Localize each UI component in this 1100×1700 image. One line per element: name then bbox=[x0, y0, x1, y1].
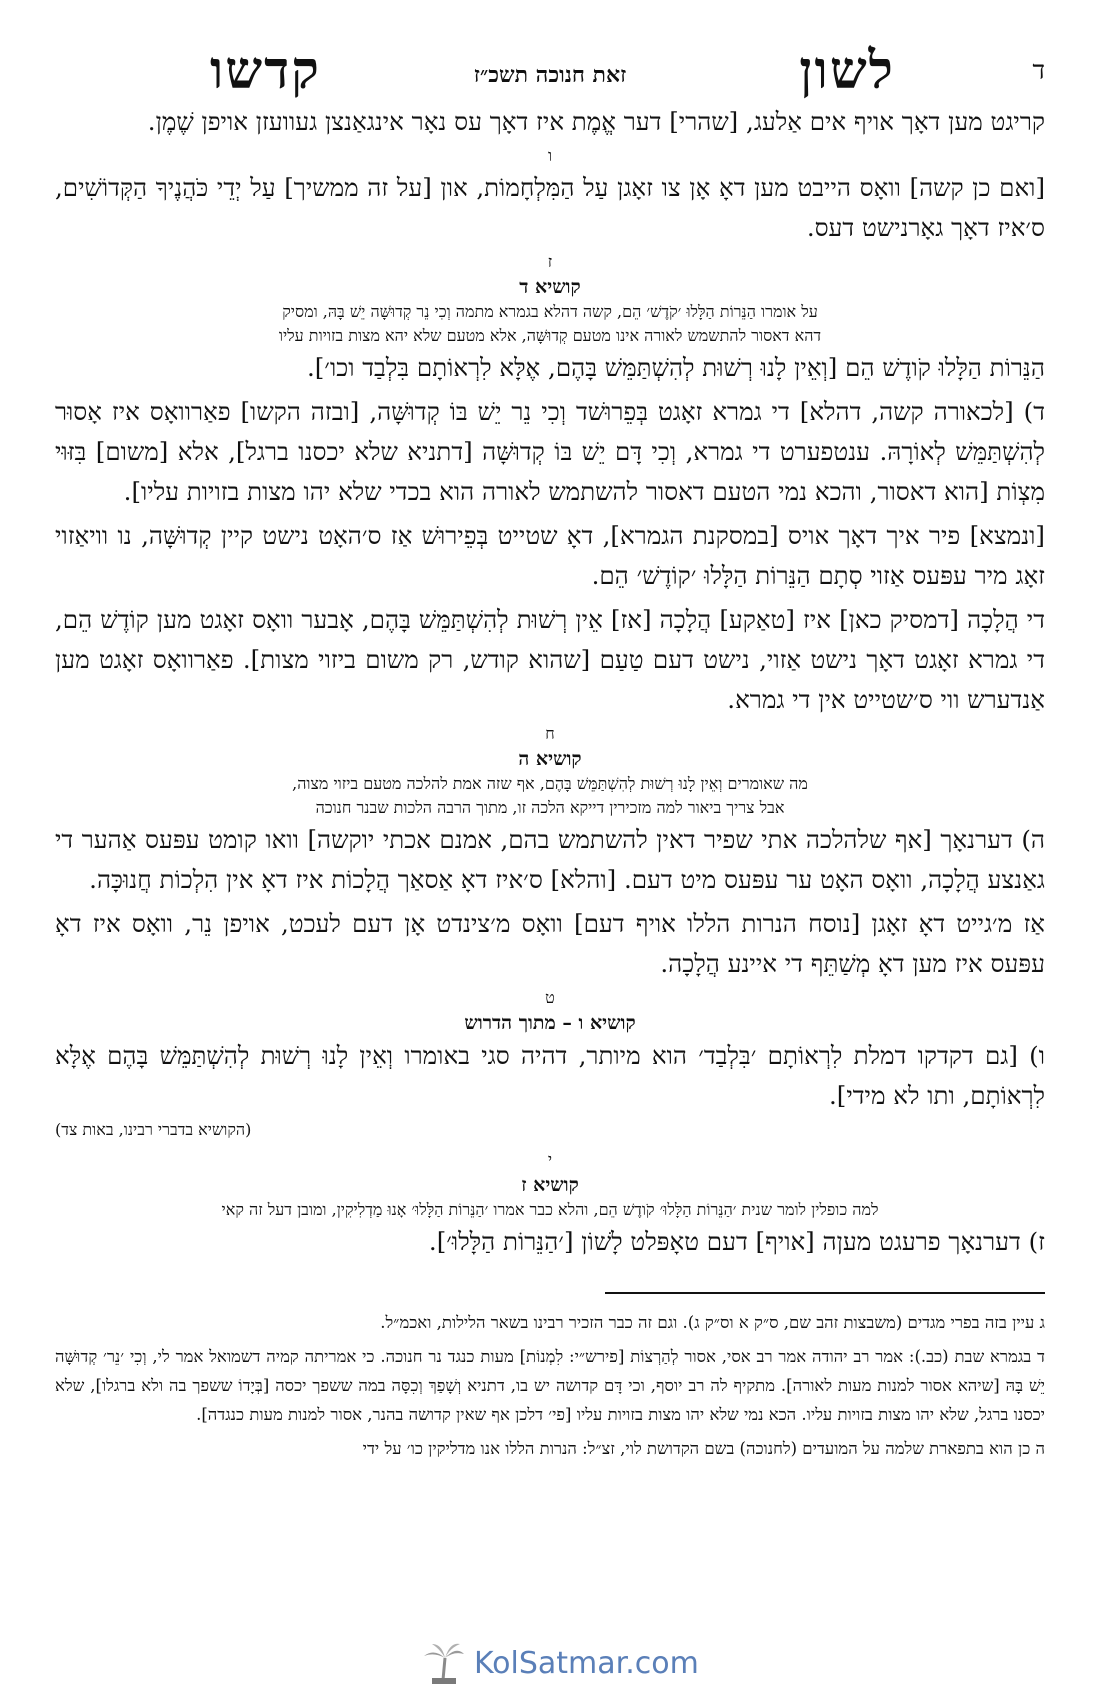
question-heading: קושיא ד bbox=[519, 276, 581, 298]
watermark bbox=[420, 1640, 699, 1686]
footnote: ד בגמרא שבת (כב.): אמר רב יהודה אמר רב אסי, אסור לְהַרְצוֹת [פירש״י: לִמְנוֹת] מעות כנגד נר חנוכה. כי אמריתה קמיה דשמואל אמר לי, וְכִי ׳נֵר׳ קְדוּשָּׁה יֵשׁ בָּהּ [שיהא אסור למנות מעות לאורה]. מתקיף לה רב יוסף, וכי דָּם קדושה יש בו, דתניא וְשָׁפַךְ וְכִסָּה במה ששפך יכסה [בְּיָדוֹ ששפך בה ולא ברגלו], שלא יכסנו ברגל, שלא יהו מצות בזויות עליו. הכא נמי שלא יהו מצות בזויות עליו [פי׳ דלכן אף שאין קדושה בהנר, אסור למנות מעות כנגדה]. bbox=[55, 1347, 1045, 1424]
paragraph: אַז מ׳גייט דאָ זאָגן [נוסח הנרות הללו אויף דעם] וואָס מ׳צינדט אָן דעם לעכט, אויפן נֵר, וואָס איז דאָ עפּעס איז מען דאָ מְשַׁתֵּף די איינע הֲלָכָה. bbox=[55, 909, 1045, 978]
running-subtitle: זאת חנוכה תשכ״ז bbox=[473, 62, 627, 88]
question-summary: אבל צריך ביאור למה מזכירין דייקא הלכה זו, מתוך הרבה הלכות שבנר חנוכה bbox=[315, 798, 785, 817]
footnote-divider bbox=[605, 1292, 1045, 1294]
note-row bbox=[55, 1116, 1045, 1144]
paragraph: ד) [לכאורה קשה, דהלא] די גמרא זאָגט בְּפֵרוּשׁד וְכִי נֵר יֵשׁ בּוֹ קְדוּשָּׁה, [ובזה הקשו] פאַרוואָס איז אָסוּר לְהִשְׁתַּמֵּשׁ לְאוֹרָהּ. ענטפערט די גמרא, וְכִי דָּם יֵשׁ בּוֹ קְדוּשָּׁה [דתניא שלא יכסנו ברגל], אלא [משום] בִּזּוּי מִצְוֹת [הוא דאסור, והכא נמי הטעם דאסור להשתמש לאורה הוא בכדי שלא יהו מצות בזויות עליו]. bbox=[55, 397, 1045, 506]
question-heading: קושיא ו – מתוך הדרוש bbox=[464, 1012, 636, 1034]
paragraph: הַנֵּרוֹת הַלָּלוּ קֹודֶשׁ הֵם [וְאֵין לָנוּ רְשׁוּת לְהִשְׁתַּמֵּשׁ בָּהֶם, אֶלָּא לִרְאוֹתָם בִּלְבַד וכו׳]. bbox=[306, 353, 1045, 382]
section-mark: ח bbox=[545, 724, 555, 743]
paragraph: ה) דערנאָך [אף שלהלכה אתי שפיר דאין להשתמש בהם, אמנם אכתי יוקשה] וואו קומט עפּעס אַהער די גאַנצע הֲלָכָה, וואָס האָט ער עפּעס מיט דעם. [והלא] ס׳איז דאָ אַסאַך הֲלָכוֹת איז דאָ אין הִלְכוֹת חֲנוּכָּה. bbox=[55, 825, 1045, 894]
source-note: (הקושיא בדברי רבינו, באות צד) bbox=[55, 1120, 252, 1139]
section-mark: ט bbox=[545, 988, 555, 1007]
watermark-text: KolSatmar.com bbox=[474, 1645, 699, 1681]
footnote: ג עיין בזה בפרי מגדים (משבצות זהב שם, ס״ק א וס״ק ג). וגם זה כבר הזכיר רבינו בשאר הלילות, ואכמ״ל. bbox=[380, 1313, 1045, 1332]
question-summary: דהא דאסור להתשמש לאורה אינו מטעם קְדוּשָּׁה, אלא מטעם שלא יהא מצות בזויות עליו bbox=[278, 326, 822, 345]
running-title-left: קדשו bbox=[210, 40, 321, 101]
question-summary: על אומרו הַנֵּרוֹת הַלָּלוּ ׳קֹדֶשׁ׳ הֵם, קשה דהלא בגמרא מתמה וְכִי נֵר קְדוּשָּׁה יֵשׁ בָּהּ, ומסיק bbox=[282, 302, 818, 321]
question-summary: למה כופלין לומר שנית ׳הַנֵּרוֹת הַלָּלוּ׳ קֹודֶשׁ הֵם, והלא כבר אמרו ׳הַנֵּרוֹת הַלָּלוּ׳ אָנוּ מַדְלִיקִין, ומובן דעל זה קאי bbox=[221, 1200, 879, 1219]
page-header bbox=[55, 40, 1045, 102]
page bbox=[55, 40, 1045, 1468]
question-summary: מה שאומרים וְאֵין לָנוּ רְשׁוּת לְהִשְׁתַּמֵּשׁ בָּהֶם, אף שזה אמת להלכה מטעם ביזוי מצוה, bbox=[292, 774, 808, 793]
paragraph: די הֲלָכָה [דמסיק כאן] איז [טאַקע] הֲלָכָה [אז] אֵין רְשׁוּת לְהִשְׁתַּמֵּשׁ בָּהֶם, אָבער וואָס זאָגט מען קוֹדֶשׁ הֵם, די גמרא זאָגט דאָך נישט אַזוי, נישט דעם טַעַם [שהוא קודש, רק משום ביזוי מצות]. פאַרוואָס זאָגט מען אַנדערש ווי ס׳שטייט אין די גמרא. bbox=[55, 605, 1045, 714]
page-number: ד bbox=[1032, 56, 1045, 86]
paragraph: [ונמצא] פיר איך דאָך אויס [במסקנת הגמרא], דאָ שטייט בְּפֵירוּשׁ אַז ס׳האָט נישט קיין קְדוּשָּׁה, נו וויאַזוי זאָג מיר עפּעס אַזוי סְתָם הַנֵּרוֹת הַלָּלוּ ׳קוֹדֶשׁ׳ הֵם. bbox=[55, 521, 1045, 590]
question-heading: קושיא ז bbox=[521, 1174, 579, 1196]
running-title-right: לשון bbox=[799, 40, 895, 101]
paragraph: ו) [גם דקדקו דמלת לִרְאוֹתָם ׳בִּלְבַד׳ הוא מיותר, דהיה סגי באומרו וְאֵין לָנוּ רְשׁוּת לְהִשְׁתַּמֵּשׁ בָּהֶם אֶלָּא לִרְאוֹתָם, ותו לא מידי]. bbox=[55, 1041, 1045, 1110]
palm-logo-icon bbox=[420, 1640, 466, 1686]
section-mark: י bbox=[547, 1150, 553, 1169]
question-heading: קושיא ה bbox=[518, 748, 582, 770]
paragraph: ז) דערנאָך פרעגט מעןה [אויף] דעם טאָפּלט לָשׁוֹן [׳הַנֵּרוֹת הַלָּלוּ׳]. bbox=[428, 1227, 1045, 1256]
section-mark: ו bbox=[547, 146, 553, 165]
section-mark: ז bbox=[547, 252, 553, 271]
footnote: ה כן הוא בתפארת שלמה על המועדים (לחנוכה) בשם הקדושת לוי, זצ״ל: הנרות הללו אנו מדליקין כו׳ על ידי bbox=[362, 1439, 1045, 1458]
paragraph: [ואם כן קשה] וואָס הייבט מען דאָ אָן צו זאָגן עַל הַמִּלְחָמוֹת, און [על זה ממשיך] עַל יְדֵי כֹּהֲנֶיךָ הַקְּדוֹשִׁים, ס׳איז דאָך גאָרנישט דעס. bbox=[55, 173, 1045, 242]
paragraph: קריגט מען דאָך אויף אים אַלעג, [שהרי] דער אֱמֶת איז דאָך עס נאָר אינגאַנצן געוועזן אויפן שֶׁמֶן. bbox=[147, 107, 1045, 136]
